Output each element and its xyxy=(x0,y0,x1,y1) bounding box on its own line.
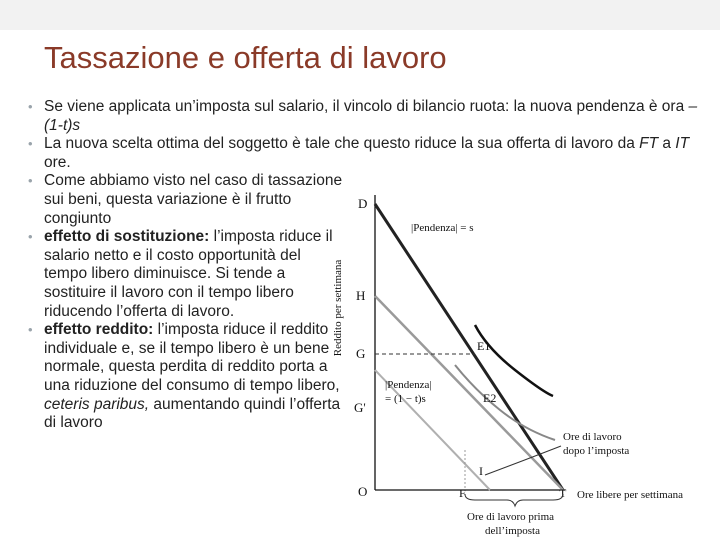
after-tax-hours-line1: Ore di lavoro xyxy=(563,431,622,443)
top-bar xyxy=(0,0,720,30)
label-O: O xyxy=(358,484,368,499)
diagram-svg xyxy=(325,190,715,540)
bullet-text-segment: Se viene applicata un’imposta sul salario, il vincolo di bilancio ruota: la nuova pendenza è ora xyxy=(44,98,689,115)
bullet-text-segment: La nuova scelta ottima del soggetto è tale che questo riduce la sua offerta di lavoro da xyxy=(44,135,640,153)
bullet-text-segment: –(1-t)s xyxy=(44,98,698,134)
label-F: F xyxy=(459,486,466,500)
slope-label-2-line1: |Pendenza| xyxy=(385,379,432,391)
label-I: I xyxy=(479,464,483,478)
pre-tax-brace xyxy=(465,494,563,506)
bullet-text-segment: aumentando quindi l’offerta di lavoro xyxy=(44,395,341,432)
pre-tax-hours-line2: dell’imposta xyxy=(485,525,540,537)
bullet-4 xyxy=(28,228,344,321)
pre-tax-hours-line1: Ore di lavoro prima xyxy=(467,511,555,523)
bullet-5 xyxy=(28,321,344,433)
y-axis-label: Reddito per settimana xyxy=(332,259,344,357)
x-axis-label: Ore libere per settimana xyxy=(577,489,683,501)
slope-label-2-line2: = (1 − t)s xyxy=(385,393,426,405)
bullet-text-segment: effetto reddito: xyxy=(44,321,154,339)
label-E2: E2 xyxy=(483,391,497,405)
bullet-text-segment: FT xyxy=(639,135,659,153)
slide-title: Tassazione e offerta di lavoro xyxy=(44,40,447,75)
label-E1: E1 xyxy=(477,339,491,353)
after-tax-hours-line2: dopo l’imposta xyxy=(563,445,630,457)
bullet-text-segment: effetto di sostituzione: xyxy=(44,228,210,246)
bullet-text-segment: l’imposta riduce il salario netto e il costo opportunità del tempo libero diminuisce. Si tende a sostituire il lavoro con il tempo libero riducendo l’offerta di lavoro. xyxy=(44,228,333,320)
bullet-text-segment: a xyxy=(658,135,676,153)
label-D: D xyxy=(358,196,368,211)
label-G-prime: G' xyxy=(354,400,366,415)
bullet-text-segment: l’imposta riduce il reddito individuale e, se il tempo libero è un bene normale, questa perdita di reddito porta a una riduzione del consumo di tempo libero, xyxy=(44,321,340,394)
bullet-2 xyxy=(28,135,708,172)
bullet-text-segment: ceteris paribus, xyxy=(44,395,150,413)
bullet-1 xyxy=(28,98,708,135)
bullet-3 xyxy=(28,172,344,228)
labor-supply-diagram xyxy=(325,190,715,545)
label-T: T xyxy=(559,486,567,500)
budget-line-before-tax xyxy=(375,204,563,490)
label-H: H xyxy=(356,288,366,303)
bullet-text-segment: ore. xyxy=(44,153,71,171)
indifference-curve-1 xyxy=(475,325,553,396)
label-G: G xyxy=(356,346,366,361)
bullet-text-segment: IT xyxy=(675,135,690,153)
slope-label-1: |Pendenza| = s xyxy=(411,222,474,234)
bullet-text-segment: Come abbiamo visto nel caso di tassazione sui beni, questa variazione è il frutto congiunto xyxy=(44,172,343,227)
